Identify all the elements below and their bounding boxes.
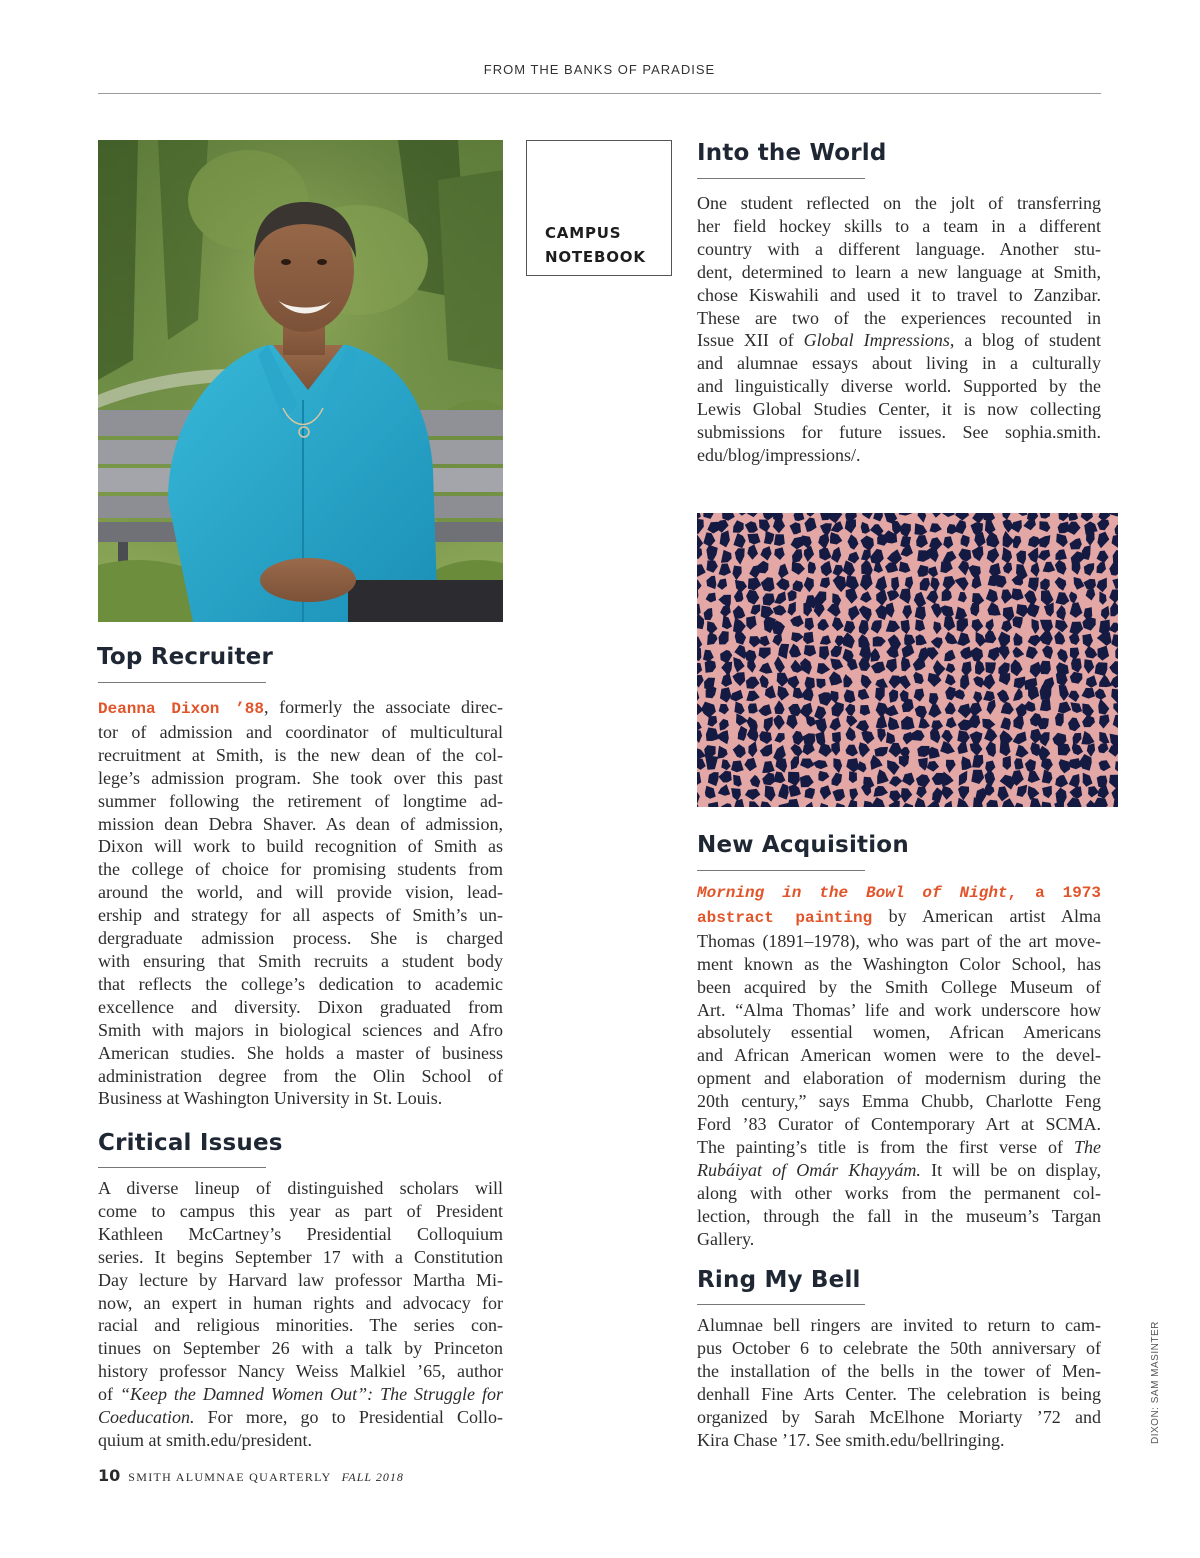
heading-rule — [697, 178, 865, 179]
heading-ring-my-bell: Ring My Bell — [697, 1267, 861, 1293]
heading-rule — [697, 1304, 865, 1305]
heading-into-the-world: Into the World — [697, 140, 887, 166]
photo-credit: DIXON: SAM MASINTER — [1150, 1321, 1161, 1444]
article-critical-issues: A diverse lineup of distinguished scholars will come to campus this year as part of President Kathleen McCartney’s Presidential Colloquium series. It begins September 17 with a Constitution Day lecture by Harvard law professor Martha Mi- now, an expert in human rights and advocacy for racial and religious minorities. The series con- tinues on September 26 with a talk by Princeton history professor Nancy Weiss Malkiel ’65, author of “Keep the Damned Women Out”: The Struggle for Coeducation. For more, go to Presidential Collo- quium at smith.edu/president. — [98, 1178, 504, 1450]
highlight-name: Deanna Dixon ’88 — [98, 700, 264, 718]
highlight-title: Morning in the Bowl of Night — [697, 884, 1008, 902]
article-into-the-world: One student reflected on the jolt of transferring her field hockey skills to a team in a different country with a different language. Another stu- dent, determined to learn a new language at Smith, chose Kiswahili and used it to travel to Zanzibar. These are two of the experiences recounted in Issue XII of Global Impressions, a blog of student and alumnae essays about living in a culturally and linguistically diverse world. Supported by the Lewis Global Studies Center, it is now collecting submissions for future issues. See sophia.smith. edu/blog/impressions/. — [697, 193, 1101, 465]
article-top-recruiter: Deanna Dixon ’88, formerly the associate direc- tor of admission and coordinator of multicultural recruitment at Smith, is the new dean of the col- lege’s admission program. She took over this past summer following the retirement of longtime ad- mission dean Debra Shaver. As dean of admission, Dixon will work to build recognition of Smith as the college of choice for promising students from around the world, and will provide vision, lead- ership and strategy for all aspects of Smith’s un- dergraduate admission process. She is charged with ensuring that Smith recruits a student body that reflects the college’s dedication to academic excellence and diversity. Dixon graduated from Smith with majors in biological sciences and Afro American studies. She holds a master of business administration degree from the Olin School of Business at Washington University in St. Louis. — [98, 697, 503, 1109]
page-footer — [98, 1466, 404, 1486]
heading-top-recruiter: Top Recruiter — [97, 644, 273, 670]
heading-rule — [697, 870, 865, 871]
heading-rule — [98, 1167, 266, 1168]
section-label-box — [526, 140, 672, 276]
heading-critical-issues: Critical Issues — [98, 1130, 283, 1156]
publication-name: SMITH ALUMNAE QUARTERLY — [128, 1470, 332, 1484]
heading-new-acquisition: New Acquisition — [697, 832, 909, 858]
issue-season: FALL 2018 — [341, 1470, 404, 1484]
painting-image — [697, 513, 1118, 807]
article-ring-my-bell: Alumnae bell ringers are invited to return to cam- pus October 6 to celebrate the 50th anniversary of the installation of the bells in the tower of Men- denhall Fine Arts Center. The celebration is being organized by Sarah McElhone Moriarty ’72 and Kira Chase ’17. See smith.edu/bellringing. — [697, 1315, 1101, 1450]
section-label: CAMPUS NOTEBOOK — [545, 224, 646, 266]
heading-rule — [98, 682, 266, 683]
article-new-acquisition: Morning in the Bowl of Night, a 1973 abstract painting by American artist Alma Thomas (1891–1978), who was part of the art move- ment known as the Washington Color School, has been acquired by the Smith College Museum of Art. “Alma Thomas’ life and work underscore how absolutely essential women, African Americans and African American women were to the devel- opment and elaboration of modernism during the 20th century,” says Emma Chubb, Charlotte Feng Ford ’83 Curator of Contemporary Art at SCMA. The painting’s title is from the first verse of The Rubáiyat of Omár Khayyám. It will be on display, along with other works from the permanent col- lection, through the fall in the museum’s Targan Gallery. — [697, 884, 1102, 1249]
page-number: 10 — [98, 1466, 121, 1485]
header-divider — [98, 93, 1101, 94]
portrait-photo — [98, 140, 503, 622]
running-head: FROM THE BANKS OF PARADISE — [483, 62, 716, 77]
